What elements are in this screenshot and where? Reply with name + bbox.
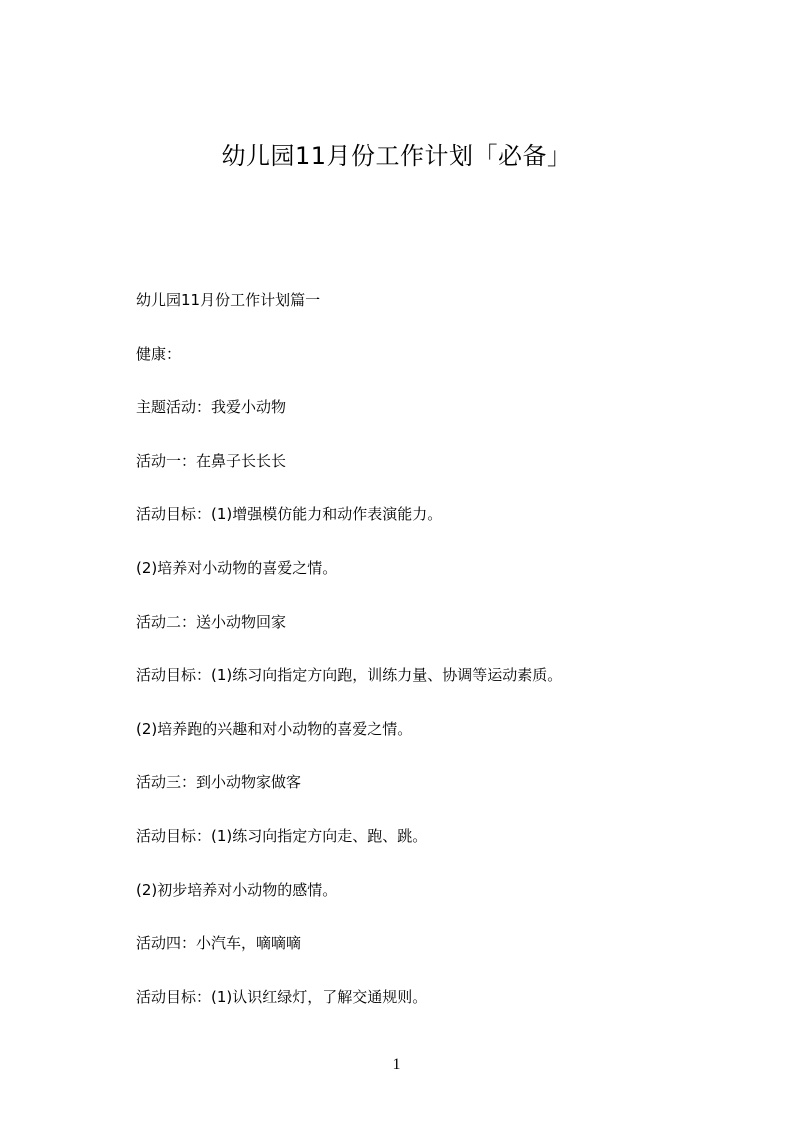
paragraph-line: 活动目标：(1)练习向指定方向跑，训练力量、协调等运动素质。 [136, 666, 563, 685]
paragraph-line: 活动一：在鼻子长长长 [136, 451, 287, 470]
paragraph-line: (2)培养对小动物的喜爱之情。 [136, 558, 338, 577]
paragraph-line: 活动二：送小动物回家 [136, 612, 287, 631]
paragraph-line: 活动目标：(1)练习向指定方向走、跑、跳。 [136, 826, 428, 845]
paragraph-line: 健康： [136, 344, 182, 363]
document-title: 幼儿园11月份工作计划「必备」 [221, 142, 572, 170]
section-heading: 幼儿园11月份工作计划篇一 [136, 291, 321, 309]
paragraph-line: 活动目标：(1)增强模仿能力和动作表演能力。 [136, 505, 443, 524]
paragraph-line: (2)培养跑的兴趣和对小动物的喜爱之情。 [136, 719, 413, 738]
paragraph-line: (2)初步培养对小动物的感情。 [136, 880, 338, 899]
paragraph-line: 活动四：小汽车，嘀嘀嘀 [136, 934, 302, 953]
paragraph-line: 主题活动：我爱小动物 [136, 398, 287, 417]
page-number: 1 [392, 1056, 401, 1073]
document-body [136, 289, 756, 1039]
paragraph-line: 活动三：到小动物家做客 [136, 773, 302, 792]
paragraph-line: 活动目标：(1)认识红绿灯，了解交通规则。 [136, 987, 428, 1006]
